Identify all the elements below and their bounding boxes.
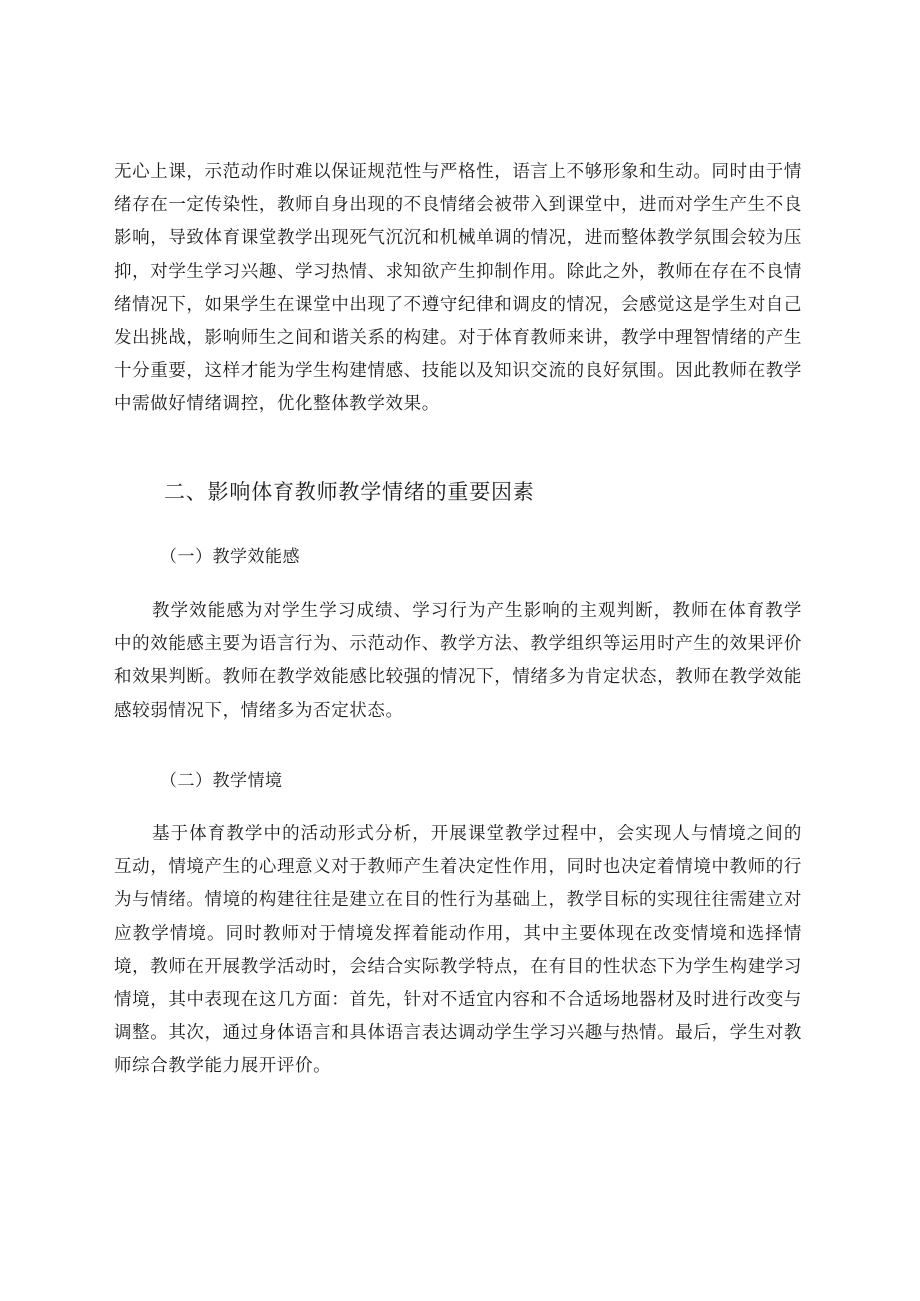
section-heading: 二、影响体育教师教学情绪的重要因素 (164, 480, 535, 504)
body-paragraph-teaching-context: 基于体育教学中的活动形式分析，开展课堂教学过程中，会实现人与情境之间的互动，情境产生的心理意义对于教师产生着决定性作用，同时也决定着情境中教师的行为与情绪。情境的构建往往是建立在目的性行为基础上，教学目标的实现往往需建立对应教学情境。同时教师对于情境发挥着能动作用，其中主要体现在改变情境和选择情境，教师在开展教学活动时，会结合实际教学特点，在有目的性状态下为学生构建学习情境，其中表现在这几方面：首先，针对不适宜内容和不合适场地器材及时进行改变与调整。其次，通过身体语言和具体语言表达调动学生学习兴趣与热情。最后，学生对教师综合教学能力展开评价。 (114, 824, 802, 1077)
subsection-heading-teaching-efficacy: （一）教学效能感 (160, 547, 300, 567)
body-paragraph-continuation: 无心上课，示范动作时难以保证规范性与严格性，语言上不够形象和生动。同时由于情绪存在一定传染性，教师自身出现的不良情绪会被带入到课堂中，进而对学生产生不良影响，导致体育课堂教学出现死气沉沉和机械单调的情况，进而整体教学氛围会较为压抑，对学生学习兴趣、学习热情、求知欲产生抑制作用。除此之外，教师在存在不良情绪情况下，如果学生在课堂中出现了不遵守纪律和调皮的情况，会感觉这是学生对自己发出挑战，影响师生之间和谐关系的构建。对于体育教师来讲，教学中理智情绪的产生十分重要，这样才能为学生构建情感、技能以及知识交流的良好氛围。因此教师在教学中需做好情绪调控，优化整体教学效果。 (114, 162, 802, 415)
subsection-heading-teaching-context: （二）教学情境 (160, 771, 283, 791)
body-paragraph-teaching-efficacy: 教学效能感为对学生学习成绩、学习行为产生影响的主观判断，教师在体育教学中的效能感主要为语言行为、示范动作、教学方法、教学组织等运用时产生的效果评价和效果判断。教师在教学效能感比较强的情况下，情绪多为肯定状态，教师在教学效能感较弱情况下，情绪多为否定状态。 (114, 601, 802, 721)
